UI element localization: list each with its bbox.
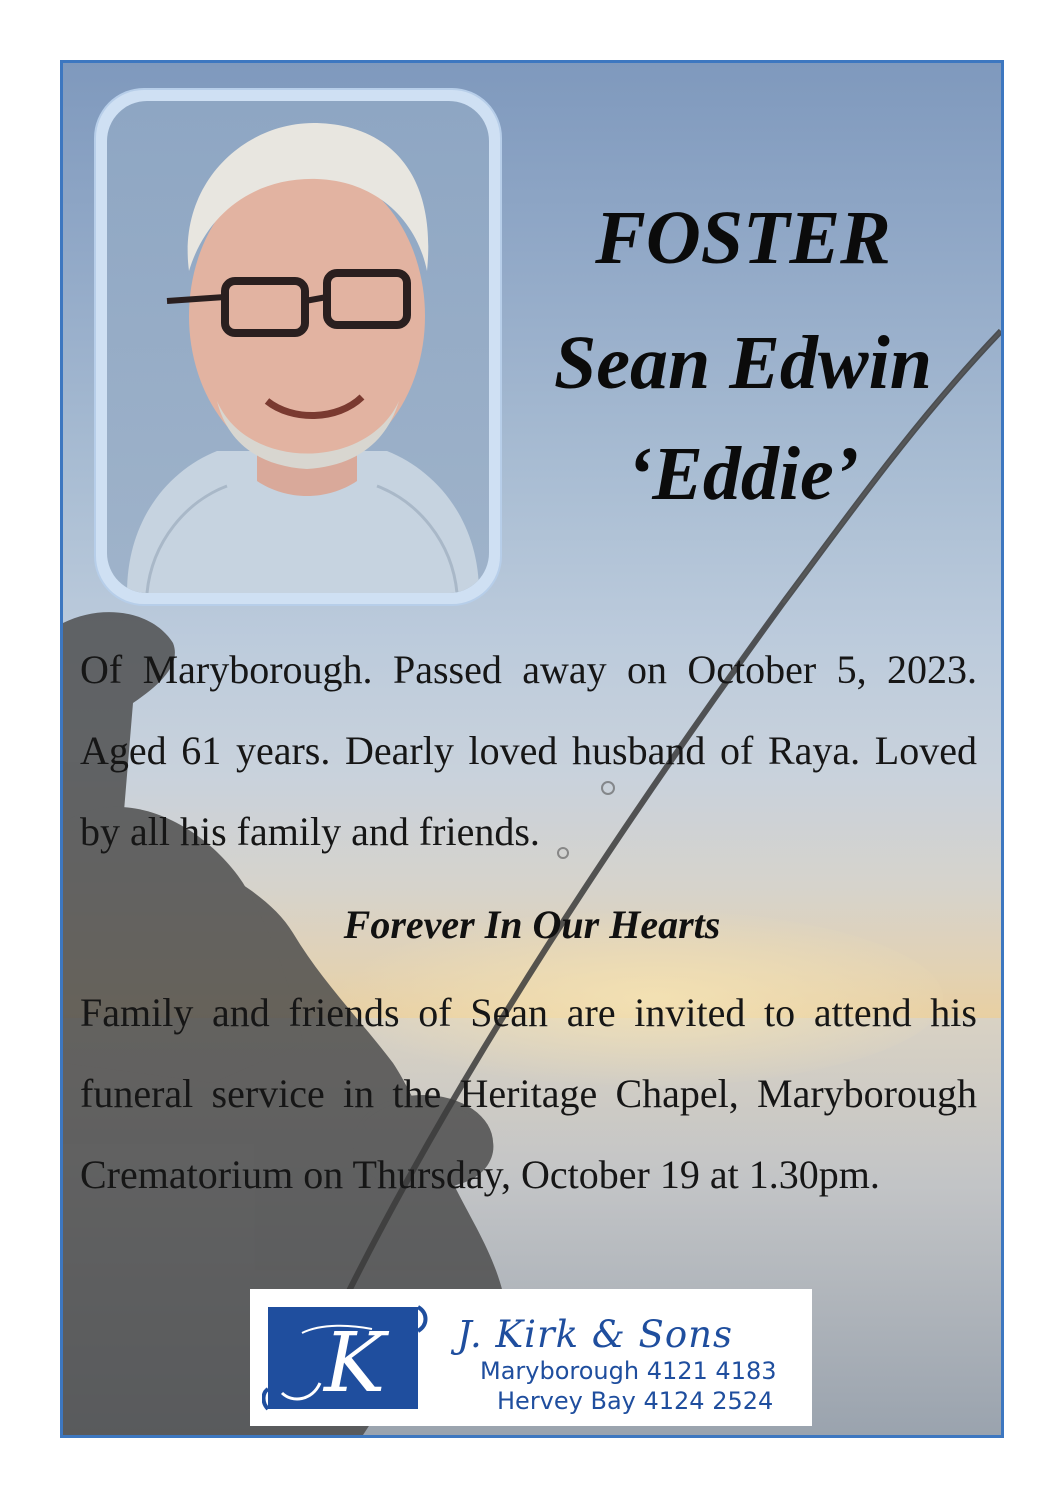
portrait-icon	[107, 101, 489, 593]
firm-name: J. Kirk & Sons	[457, 1313, 733, 1356]
portrait-photo	[107, 101, 489, 593]
nickname-heading: ‘Eddie’	[626, 432, 860, 516]
funeral-director-logo	[250, 1289, 812, 1426]
funeral-service-paragraph: Family and friends of Sean are invited to attend his funeral service in the Heritage Chapel, Maryborough Crematorium on Thursday, October 19 at 1.30pm.	[80, 990, 977, 1197]
svg-text:K: K	[324, 1316, 386, 1411]
surname-heading: FOSTER	[595, 196, 891, 280]
tagline: Forever In Our Hearts	[343, 902, 721, 947]
portrait-frame	[96, 90, 500, 604]
k-emblem-icon	[262, 1303, 432, 1415]
hervey-bay-phone: Hervey Bay 4124 2524	[497, 1387, 774, 1415]
given-names-heading: Sean Edwin	[553, 321, 933, 405]
death-notice-paragraph: Of Maryborough. Passed away on October 5, 2023. Aged 61 years. Dearly loved husband of Raya. Loved by all his family and friends.	[80, 647, 977, 854]
notice-frame	[60, 60, 1004, 1438]
maryborough-phone: Maryborough 4121 4183	[480, 1357, 777, 1385]
